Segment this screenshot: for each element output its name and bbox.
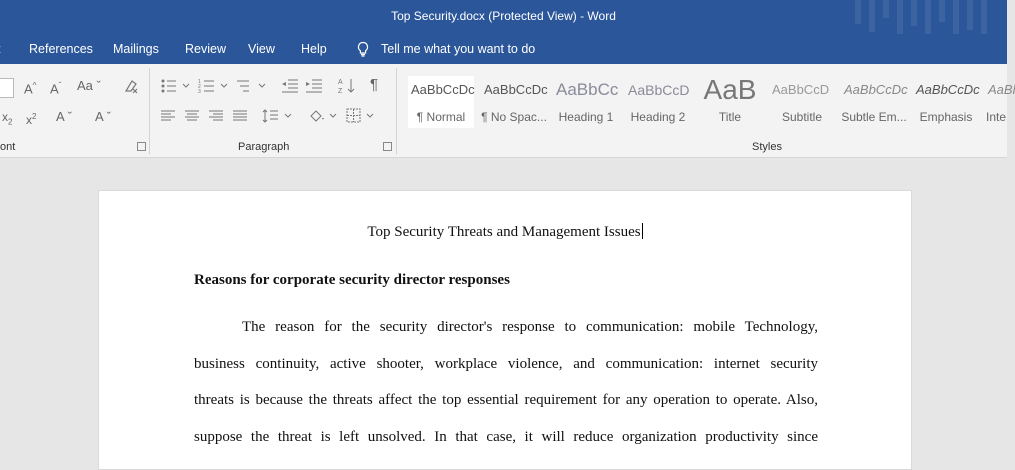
paragraph-dialog-launcher[interactable] — [383, 142, 392, 151]
numbering-icon[interactable] — [198, 78, 228, 94]
document-page[interactable] — [98, 190, 912, 470]
style-preview: AaBl — [985, 76, 1007, 104]
style-no-spacing[interactable] — [481, 76, 547, 128]
style-preview: AaBbCc — [553, 76, 619, 104]
style-name: Inte — [985, 110, 1007, 124]
paragraph-line[interactable]: The reason for the security director's response to communication: mobile Technology, — [242, 319, 818, 336]
style-preview: AaBbCcDc — [841, 76, 907, 104]
svg-text:1: 1 — [198, 79, 201, 85]
svg-text:3: 3 — [198, 89, 201, 95]
paragraph-group-label: Paragraph — [238, 141, 289, 153]
decrease-indent-icon[interactable] — [281, 78, 299, 94]
shading-icon[interactable] — [308, 108, 338, 124]
grow-font-icon[interactable]: A^ — [24, 78, 36, 97]
window-title: Top Security.docx (Protected View) - Word — [0, 9, 1007, 23]
styles-group-label: Styles — [752, 141, 782, 153]
style-name: Subtitle — [769, 110, 835, 124]
style-preview: AaBbCcD — [769, 76, 835, 104]
title-bar — [0, 0, 1007, 34]
svg-text:2: 2 — [198, 84, 201, 90]
style-name: Heading 2 — [625, 110, 691, 124]
text-cursor — [642, 223, 643, 239]
tab-references[interactable]: References — [29, 42, 93, 56]
font-size-box[interactable] — [0, 78, 14, 98]
style-name: Subtle Em... — [841, 110, 907, 124]
paragraph-line[interactable]: threats is because the threats affect the top essential requirement for any operation to operate. Also, — [194, 392, 818, 409]
multilevel-list-icon[interactable] — [235, 78, 267, 94]
style-heading-1[interactable] — [553, 76, 619, 128]
paragraph-line[interactable]: suppose the threat is left unsolved. In that case, it will reduce organization productivity since — [194, 429, 818, 446]
tab-mailings[interactable]: Mailings — [113, 42, 159, 56]
borders-icon[interactable] — [346, 108, 376, 124]
align-center-icon[interactable] — [184, 109, 200, 123]
sort-icon[interactable] — [338, 77, 356, 95]
justify-icon[interactable] — [232, 109, 248, 123]
svg-text:Z: Z — [338, 88, 343, 95]
style-subtle-emphasis[interactable] — [841, 76, 907, 128]
style-name: Heading 1 — [553, 110, 619, 124]
style-name: ¶ No Spac... — [481, 110, 547, 124]
tab-review[interactable]: Review — [185, 42, 226, 56]
paragraph-line[interactable]: business continuity, active shooter, workplace violence, and communication: internet security — [194, 356, 818, 373]
document-canvas[interactable] — [0, 158, 1007, 457]
section-heading[interactable]: Reasons for corporate security director responses — [194, 272, 510, 289]
style-intense-emphasis[interactable] — [985, 76, 1007, 128]
superscript-icon[interactable]: $x^2$ — [26, 109, 36, 128]
style-normal[interactable] — [408, 76, 474, 128]
clear-formatting-icon[interactable] — [122, 77, 140, 95]
style-preview: AaBbCcDc — [408, 76, 474, 104]
svg-text:A: A — [338, 79, 343, 86]
style-name: ¶ Normal — [408, 110, 474, 124]
font-color-icon[interactable]: A ˇ — [95, 109, 111, 125]
ribbon-separator — [396, 68, 397, 154]
align-right-icon[interactable] — [208, 109, 224, 123]
menu-bar — [0, 34, 1007, 64]
change-case-label: Aa — [77, 78, 93, 93]
ribbon-separator — [149, 68, 150, 154]
increase-indent-icon[interactable] — [305, 78, 323, 94]
line-spacing-icon[interactable] — [262, 108, 292, 124]
style-title[interactable] — [697, 76, 763, 128]
subscript-icon[interactable]: $x_2$ — [2, 109, 12, 130]
font-dialog-launcher[interactable] — [137, 142, 146, 151]
style-heading-2[interactable] — [625, 76, 691, 128]
document-title[interactable] — [99, 223, 911, 241]
text-effects-icon[interactable]: A ˇ — [56, 109, 72, 125]
tell-me-search[interactable] — [355, 41, 535, 57]
tab-view[interactable]: View — [248, 42, 275, 56]
tell-me-label: Tell me what you want to do — [381, 42, 535, 56]
lightbulb-icon — [355, 41, 371, 57]
style-preview: AaBbCcDc — [913, 76, 979, 104]
bullets-icon[interactable] — [160, 78, 190, 94]
style-name: Title — [697, 110, 763, 124]
style-name: Emphasis — [913, 110, 979, 124]
style-preview: AaB — [697, 76, 763, 104]
show-formatting-icon[interactable]: ¶ — [370, 77, 378, 93]
font-group-label: ont — [0, 141, 15, 153]
change-case-icon[interactable]: Aa ˇ — [77, 78, 101, 94]
style-emphasis[interactable] — [913, 76, 979, 128]
style-preview: AaBbCcD — [625, 76, 691, 104]
style-preview: AaBbCcDc — [481, 76, 547, 104]
style-subtitle[interactable] — [769, 76, 835, 128]
tab-help[interactable]: Help — [301, 42, 327, 56]
ribbon — [0, 64, 1007, 158]
shrink-font-icon[interactable]: $A^ˇ$ — [50, 78, 61, 97]
align-left-icon[interactable] — [160, 109, 176, 123]
document-title-text: Top Security Threats and Management Issues — [367, 224, 640, 240]
